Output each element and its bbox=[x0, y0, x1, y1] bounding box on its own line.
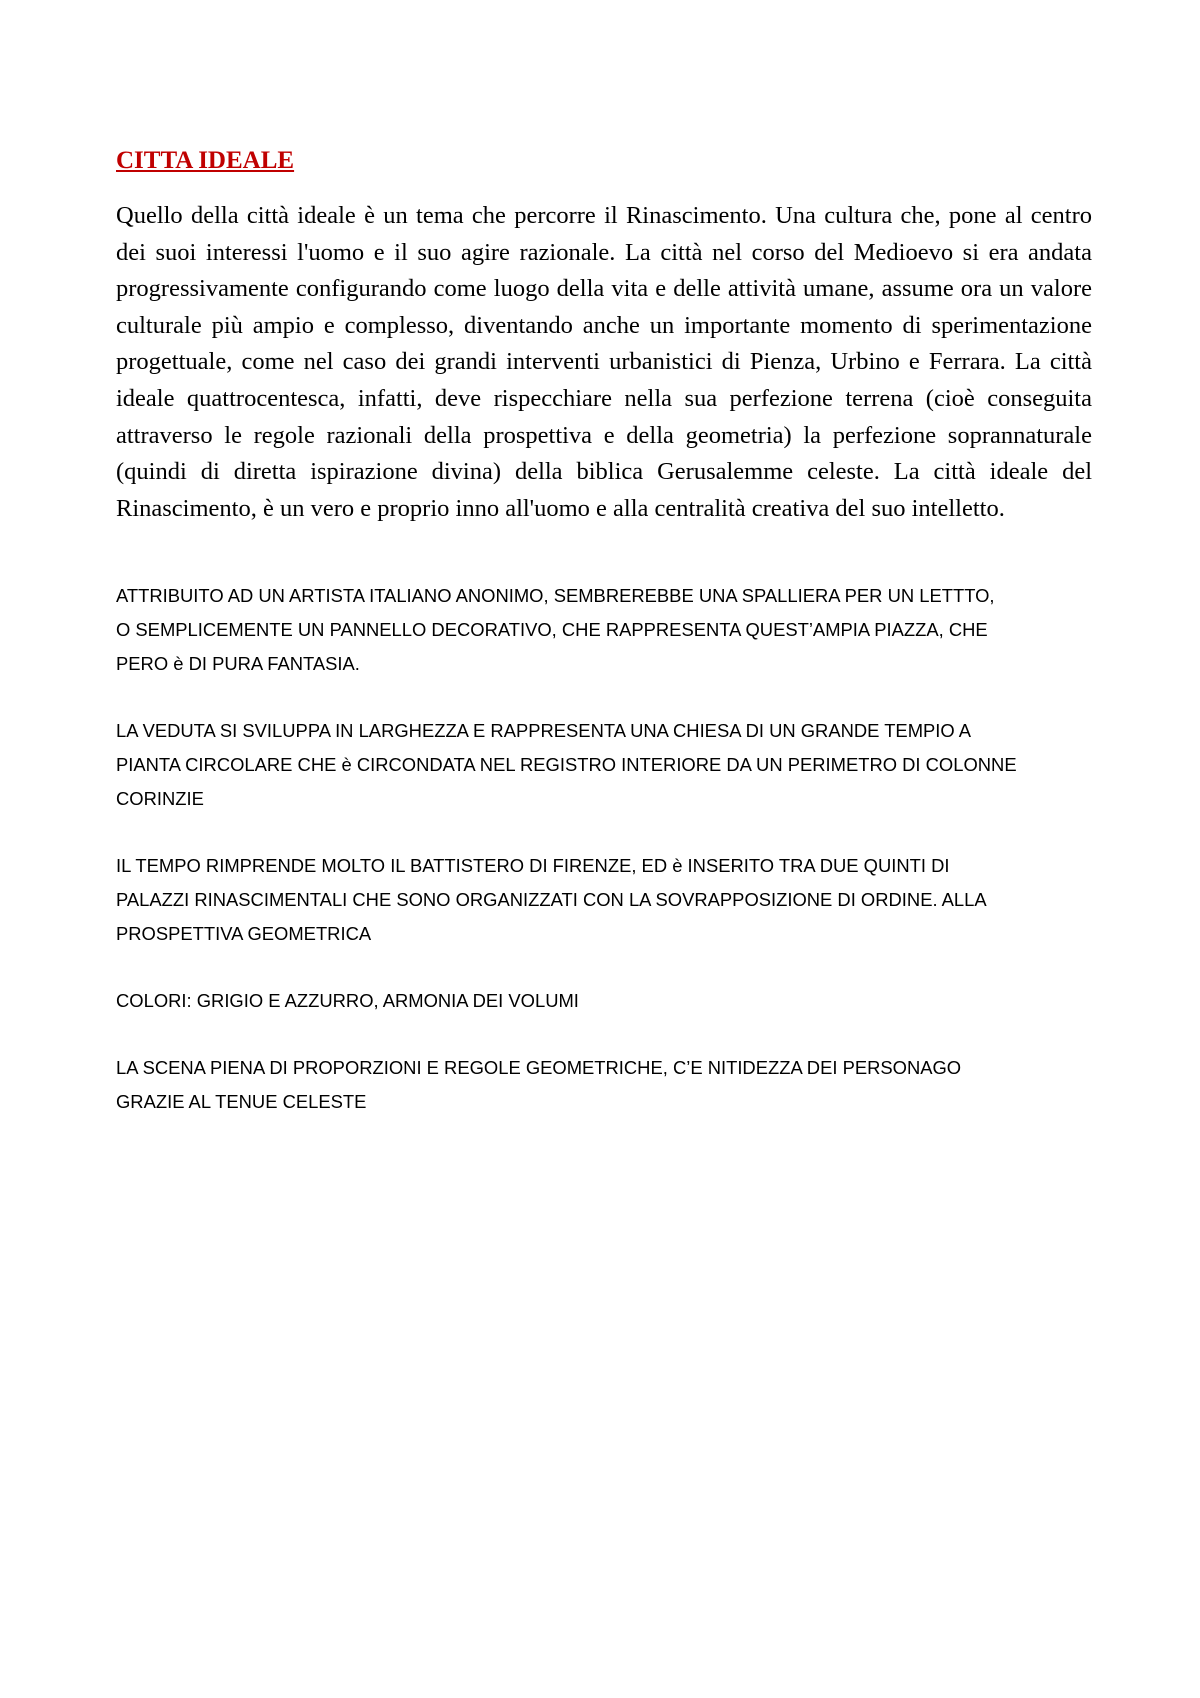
note-line: PALAZZI RINASCIMENTALI CHE SONO ORGANIZZATI CON LA SOVRAPPOSIZIONE DI ORDINE. ALLA bbox=[116, 889, 987, 911]
note-line: LA SCENA PIENA DI PROPORZIONI E REGOLE GEOMETRICHE, C’E NITIDEZZA DEI PERSONAGO bbox=[116, 1057, 962, 1079]
note-paragraph bbox=[116, 984, 1092, 1018]
note-line: PROSPETTIVA GEOMETRICA bbox=[116, 923, 372, 945]
note-line: ATTRIBUITO AD UN ARTISTA ITALIANO ANONIMO, SEMBREREBBE UNA SPALLIERA PER UN LETTTO, bbox=[116, 585, 995, 607]
note-paragraph bbox=[116, 714, 1092, 816]
note-line: COLORI: GRIGIO E AZZURRO, ARMONIA DEI VOLUMI bbox=[116, 990, 579, 1012]
note-line: IL TEMPO RIMPRENDE MOLTO IL BATTISTERO DI FIRENZE, ED è INSERITO TRA DUE QUINTI DI bbox=[116, 855, 950, 877]
note-paragraph bbox=[116, 849, 1092, 951]
note-paragraph bbox=[116, 579, 1092, 681]
note-line: LA VEDUTA SI SVILUPPA IN LARGHEZZA E RAPPRESENTA UNA CHIESA DI UN GRANDE TEMPIO A bbox=[116, 720, 972, 742]
note-line: O SEMPLICEMENTE UN PANNELLO DECORATIVO, CHE RAPPRESENTA QUEST’AMPIA PIAZZA, CHE bbox=[116, 619, 988, 641]
note-line: PERO è DI PURA FANTASIA. bbox=[116, 653, 360, 675]
document-title: CITTA IDEALE bbox=[116, 147, 295, 174]
document-content bbox=[116, 146, 1092, 1152]
note-line: GRAZIE AL TENUE CELESTE bbox=[116, 1091, 367, 1113]
note-paragraph bbox=[116, 1051, 1092, 1119]
note-line: PIANTA CIRCOLARE CHE è CIRCONDATA NEL REGISTRO INTERIORE DA UN PERIMETRO DI COLONNE bbox=[116, 754, 1017, 776]
note-line: CORINZIE bbox=[116, 788, 204, 810]
intro-paragraph: Quello della città ideale è un tema che percorre il Rinascimento. Una cultura che, pone al centro dei suoi interessi l'uomo e il suo agire razionale. La città nel corso del Medioevo si era andata progressivamente configurando come luogo della vita e delle attività umane, assume ora un valore culturale più ampio e complesso, diventando anche un importante momento di sperimentazione progettuale, come nel caso dei grandi interventi urbanistici di Pienza, Urbino e Ferrara. La città ideale quattrocentesca, infatti, deve rispecchiare nella sua perfezione terrena (cioè conseguita attraverso le regole razionali della prospettiva e della geometria) la perfezione soprannaturale (quindi di diretta ispirazione divina) della biblica Gerusalemme celeste. La città ideale del Rinascimento, è un vero e proprio inno all'uomo e alla centralità creativa del suo intelletto. bbox=[116, 202, 1092, 522]
notes-section bbox=[116, 579, 1092, 1119]
